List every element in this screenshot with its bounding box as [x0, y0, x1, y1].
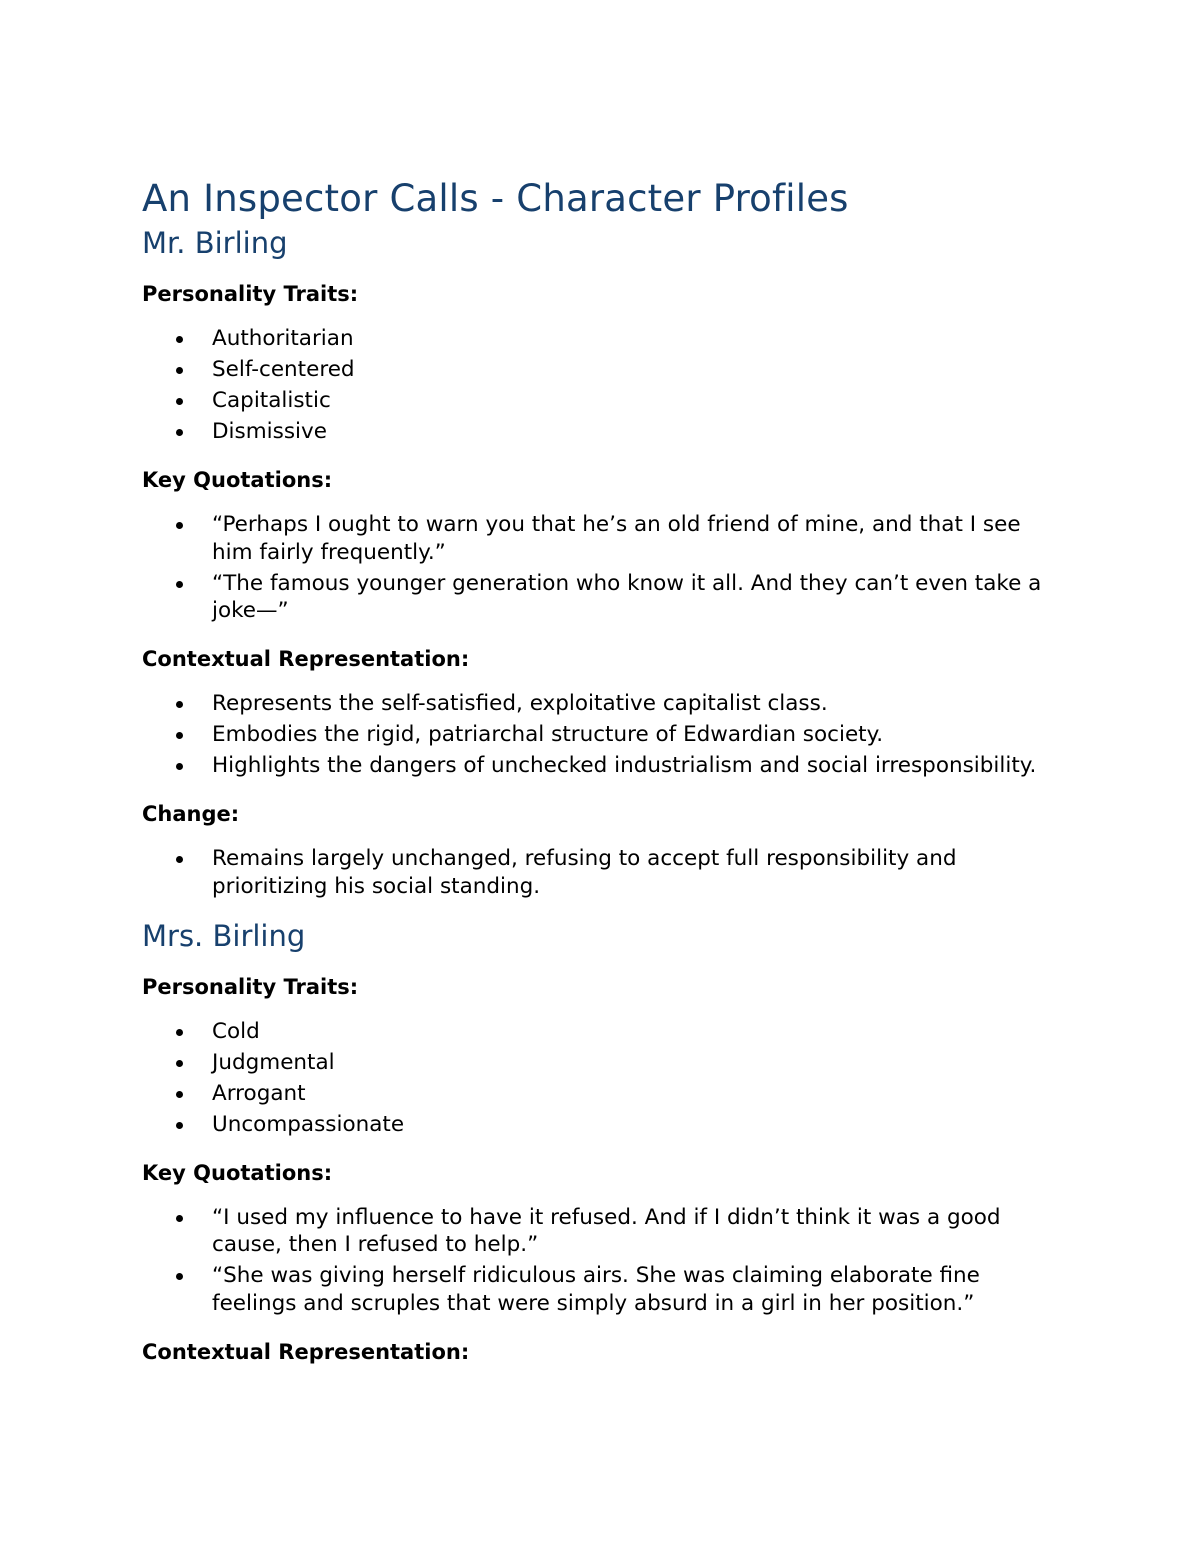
section-label-personality-traits: Personality Traits: — [142, 282, 359, 306]
list-item: Highlights the dangers of unchecked industrialism and social irresponsibility. — [142, 752, 1062, 780]
list-item: “Perhaps I ought to warn you that he’s an old friend of mine, and that I see him fairly frequently.” — [142, 511, 1062, 566]
section-label-key-quotations: Key Quotations: — [142, 468, 333, 492]
character-profile-mrs-birling — [142, 916, 1062, 1366]
list-item: Authoritarian — [142, 325, 1062, 353]
list-item: Capitalistic — [142, 387, 1062, 415]
list-item: Cold — [142, 1018, 1062, 1046]
list-item: Arrogant — [142, 1080, 1062, 1108]
section-label-key-quotations: Key Quotations: — [142, 1160, 333, 1185]
contextual-representation-list — [142, 690, 1062, 780]
list-item: Uncompassionate — [142, 1111, 1062, 1139]
change-list — [142, 845, 1062, 900]
list-item: Embodies the rigid, patriarchal structure of Edwardian society. — [142, 721, 1062, 749]
list-item: Self-centered — [142, 356, 1062, 384]
personality-traits-list — [142, 325, 1062, 446]
character-name: Mrs. Birling — [142, 918, 306, 953]
list-item: Judgmental — [142, 1049, 1062, 1077]
document-page — [142, 175, 1062, 1366]
section-label-contextual-representation: Contextual Representation: — [142, 1339, 470, 1364]
list-item: Represents the self-satisfied, exploitative capitalist class. — [142, 690, 1062, 718]
section-label-change: Change: — [142, 802, 240, 826]
list-item: “I used my influence to have it refused. And if I didn’t think it was a good cause, then I refused to help.” — [142, 1204, 1062, 1259]
page-title: An Inspector Calls - Character Profiles — [142, 177, 849, 220]
key-quotations-list — [142, 1204, 1062, 1318]
section-label-personality-traits: Personality Traits: — [142, 974, 359, 999]
list-item: Dismissive — [142, 418, 1062, 446]
list-item: Remains largely unchanged, refusing to accept full responsibility and prioritizing his social standing. — [142, 845, 1062, 900]
key-quotations-list — [142, 511, 1062, 625]
personality-traits-list — [142, 1018, 1062, 1139]
list-item: “She was giving herself ridiculous airs. She was claiming elaborate fine feelings and scruples that were simply absurd in a girl in her position.” — [142, 1262, 1062, 1317]
list-item: “The famous younger generation who know it all. And they can’t even take a joke—” — [142, 570, 1062, 625]
character-profile-mr-birling — [142, 223, 1062, 900]
character-name: Mr. Birling — [142, 226, 288, 260]
section-label-contextual-representation: Contextual Representation: — [142, 647, 470, 671]
